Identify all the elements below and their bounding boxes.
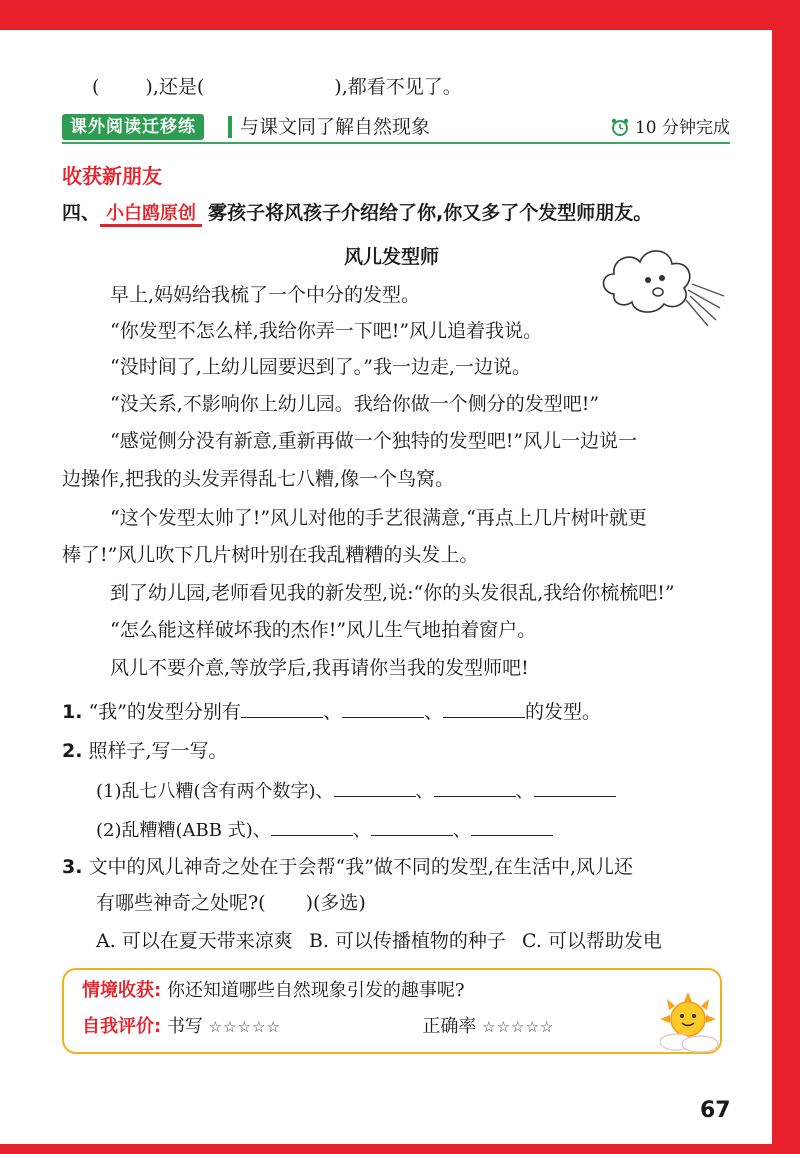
paren-mid: ),还是( <box>145 76 205 98</box>
story-paragraph: 早上,妈妈给我梳了一个中分的发型。 <box>110 284 421 306</box>
answer-blank[interactable] <box>334 782 416 797</box>
reflection-row-2: 自我评价: 书写 ☆☆☆☆☆ 正确率 ☆☆☆☆☆ <box>82 1016 555 1037</box>
story-paragraph: “感觉侧分没有新意,重新再做一个独特的发型吧!”风儿一边说一 <box>110 430 638 452</box>
question-1: 1. “我”的发型分别有 、 、 的发型。 <box>62 701 601 723</box>
answer-blank[interactable] <box>241 703 323 718</box>
story-paragraph: “没关系,不影响你上幼儿园。我给你做一个侧分的发型吧!” <box>110 393 600 415</box>
answer-blank[interactable] <box>371 821 453 836</box>
answer-blank[interactable] <box>271 821 353 836</box>
story-title: 风儿发型师 <box>344 246 440 268</box>
tag-separator <box>228 116 232 138</box>
answer-blank[interactable] <box>434 782 516 797</box>
section-heading: 收获新朋友 <box>62 164 162 188</box>
answer-blank[interactable] <box>342 703 424 718</box>
question-2: 2. 照样子,写一写。 <box>62 740 228 762</box>
accuracy-stars[interactable]: ☆☆☆☆☆ <box>482 1018 555 1036</box>
timer <box>610 115 730 141</box>
option-c: C. 可以帮助发电 <box>521 930 662 952</box>
bottom-red-border <box>0 1144 800 1154</box>
sun-illustration <box>652 990 724 1056</box>
story-paragraph: 边操作,把我的头发弄得乱七八糟,像一个鸟窝。 <box>62 468 455 490</box>
question-2-part-1: (1)乱七八糟(含有两个数字)、 、 、 <box>96 782 616 801</box>
question-3-options <box>96 932 662 951</box>
question-2-part-2: (2)乱糟糟(ABB 式)、 、 、 <box>96 821 553 840</box>
prev-question-line <box>92 78 462 97</box>
answer-blank[interactable] <box>443 703 525 718</box>
writing-stars[interactable]: ☆☆☆☆☆ <box>208 1018 281 1036</box>
story-paragraph: “怎么能这样破坏我的杰作!”风儿生气地拍着窗户。 <box>110 619 537 641</box>
timer-text: 10 分钟完成 <box>634 118 730 138</box>
question-3-line-2: 有哪些神奇之处呢?( )(多选) <box>96 892 366 914</box>
wind-cloud-illustration <box>596 238 726 330</box>
story-paragraph: “你发型不怎么样,我给你弄一下吧!”风儿追着我说。 <box>110 320 543 342</box>
answer-blank[interactable] <box>534 782 616 797</box>
reflection-box <box>62 968 722 1054</box>
story-paragraph: “这个发型太帅了!”风儿对他的手艺很满意,“再点上几片树叶就更 <box>110 507 647 529</box>
alarm-clock-icon <box>610 117 630 137</box>
story-paragraph: 到了幼儿园,老师看见我的新发型,说:“你的头发很乱,我给你梳梳吧!” <box>110 582 675 604</box>
q4-text: 雾孩子将风孩子介绍给了你,你又多了个发型师朋友。 <box>208 202 653 224</box>
original-badge: 小白鸥原创 <box>100 204 202 227</box>
paren-open: ( <box>92 76 100 98</box>
right-red-border <box>772 0 800 1154</box>
answer-blank[interactable] <box>471 821 553 836</box>
option-a: A. 可以在夏天带来凉爽 <box>96 930 293 952</box>
paren-end: ),都看不见了。 <box>334 76 462 98</box>
q4-line <box>62 204 652 227</box>
section-bar <box>62 112 730 144</box>
option-b: B. 可以传播植物的种子 <box>308 930 506 952</box>
q4-number: 四、 <box>62 202 101 224</box>
story-paragraph: 风儿不要介意,等放学后,我再请你当我的发型师吧! <box>110 657 529 679</box>
section-title: 与课文同了解自然现象 <box>240 116 431 138</box>
page-number: 67 <box>700 1098 731 1123</box>
story-paragraph: 棒了!”风儿吹下几片树叶别在我乱糟糟的头发上。 <box>62 544 479 566</box>
top-red-border <box>0 0 800 30</box>
question-3: 3. 文中的风儿神奇之处在于会帮“我”做不同的发型,在生活中,风儿还 <box>62 856 634 878</box>
story-paragraph: “没时间了,上幼儿园要迟到了。”我一边走,一边说。 <box>110 356 532 378</box>
reflection-row-1: 情境收获: 你还知道哪些自然现象引发的趣事呢? <box>82 980 465 1001</box>
section-tag: 课外阅读迁移练 <box>62 114 204 140</box>
